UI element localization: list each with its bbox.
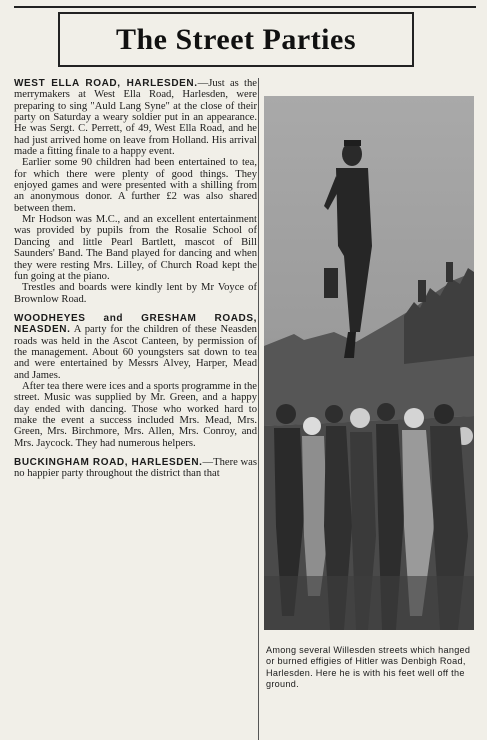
effigy-photo-image <box>264 96 474 630</box>
article-text: —Just as the merrymakers at West Ella Road, Harlesden, were preparing to sing "Auld Lang Syne" at the close of their party on Saturday a weary soldier put in an appearance. He was Sergt. C. Perrett, of 49, West Ella Road, and he had just arrived home on leave from Holland. His arrival made a fitting finale to a happy event. <box>14 78 257 158</box>
top-rule <box>14 6 476 8</box>
effigy-photo <box>264 96 474 630</box>
article-heading: WEST ELLA ROAD, HARLESDEN. <box>14 78 198 89</box>
article-paragraph: Mr Hodson was M.C., and an excellent entertainment was provided by pupils from the Rosalie School of Dancing and little Pearl Bartlett, mascot of Bill Saunders' Band. The Band played for dancing and when they were resting Mrs. Lilley, of Church Road kept the fun going at the piano. <box>14 214 257 282</box>
article-text: —There was no happier party throughout the district than that <box>14 457 257 480</box>
article-paragraph <box>14 313 257 381</box>
article-paragraph: Earlier some 90 children had been entertained to tea, for which there were plenty of good things. They enjoyed games and were presented with a shilling from an anonymous donor. A further £2 was also shared between them. <box>14 157 257 214</box>
article-paragraph <box>14 457 257 480</box>
headline: The Street Parties <box>115 22 357 56</box>
article-gap <box>14 449 257 457</box>
article-text: A party for the children of these Neasden roads was held in the Ascot Canteen, by permission of the management. About 60 youngsters sat down to tea and were entertained by Messrs Alvey, Harper, Mead and James. <box>14 324 257 381</box>
column-rule <box>258 78 259 740</box>
article-paragraph: Trestles and boards were kindly lent by Mr Voyce of Brownlow Road. <box>14 282 257 305</box>
photo-caption: Among several Willesden streets which hanged or burned effigies of Hitler was Denbigh Road, Harlesden. Here he is with his feet well off the ground. <box>266 645 471 690</box>
article-column <box>14 78 257 740</box>
article-heading: WOODHEYES and GRESHAM ROADS, NEASDEN. <box>14 312 257 336</box>
article-paragraph: After tea there were ices and a sports programme in the street. Music was supplied by Mr. Green, and a happy day ended with dancing. Those who worked hard to make the event a success included Mrs. Mead, Mrs. Green, Mrs. Birchmore, Mrs. Allen, Mrs. Conroy, and Mrs. Jaycock. They had numerous helpers. <box>14 380 257 449</box>
article-paragraph <box>14 78 257 157</box>
article-gap <box>14 305 257 313</box>
headline-box <box>58 12 414 67</box>
article-heading: BUCKINGHAM ROAD, HARLESDEN. <box>14 457 203 468</box>
photo-column <box>264 96 476 716</box>
